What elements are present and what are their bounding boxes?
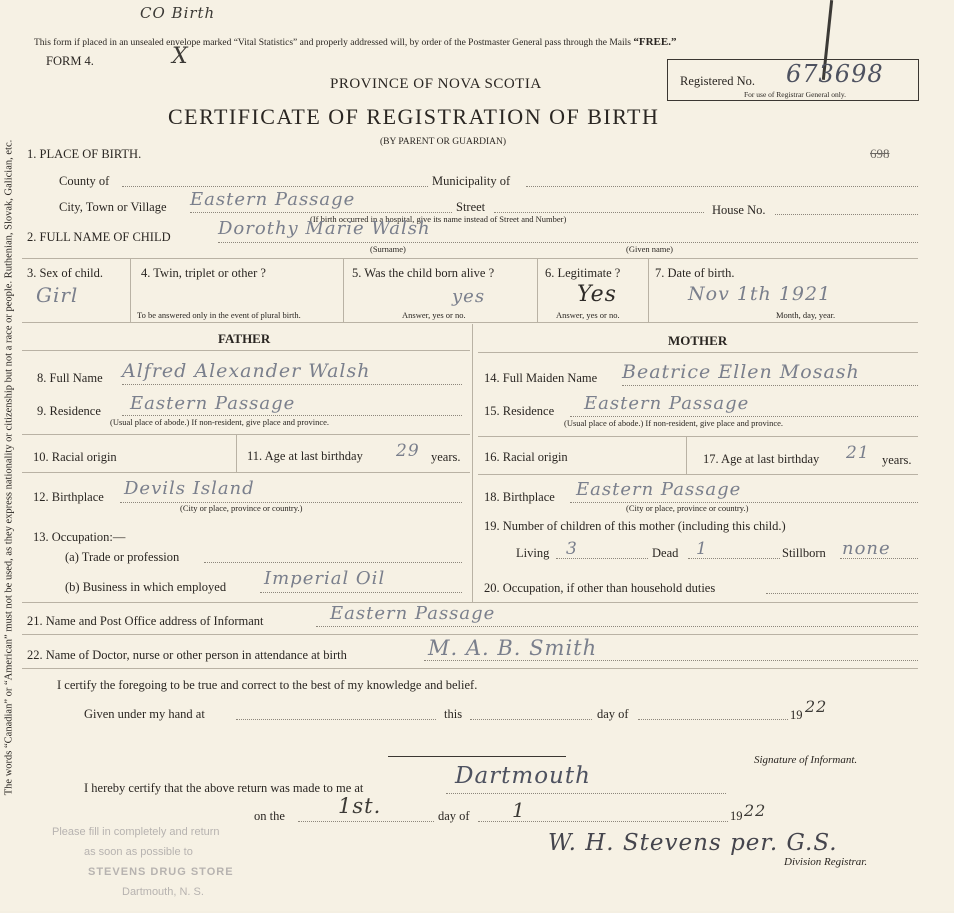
hospital-note: (If birth occurred in a hospital, give its name instead of Street and Number) <box>310 214 567 224</box>
alive-value: yes <box>452 286 486 307</box>
row3-bottom-rule <box>22 322 918 323</box>
on-the-label: on the <box>254 809 285 823</box>
street-label: Street <box>456 200 486 214</box>
row3-divider-1 <box>130 258 131 322</box>
month-line <box>638 719 788 720</box>
alive-label: 5. Was the child born alive ? <box>352 266 495 280</box>
municipality-line <box>526 186 918 187</box>
father-birthplace-note: (City or place, province or country.) <box>180 503 303 513</box>
form-mark: X <box>172 44 189 69</box>
father-residence-line <box>122 415 462 416</box>
child-name-value: Dorothy Marie Walsh <box>218 218 431 239</box>
sex-label: 3. Sex of child. <box>27 266 104 280</box>
father-residence-label: 9. Residence <box>37 404 101 418</box>
dead-line <box>688 558 780 559</box>
father-age-label: 11. Age at last birthday <box>247 449 363 463</box>
date-value: Nov 1th 1921 <box>688 283 832 305</box>
stillborn-value: none <box>842 538 891 559</box>
given-under-label: Given under my hand at <box>84 707 205 721</box>
stamp-line-1: Please fill in completely and return <box>52 826 220 838</box>
house-line <box>775 214 918 215</box>
mother-birthplace-note: (City or place, province or country.) <box>626 503 749 513</box>
city-value: Eastern Passage <box>190 189 356 210</box>
informant-line <box>316 626 918 627</box>
father-business-value: Imperial Oil <box>264 568 386 589</box>
registration-box <box>667 59 919 101</box>
given-note: (Given name) <box>626 244 673 254</box>
street-line <box>494 212 704 213</box>
mother-occupation-line <box>766 593 918 594</box>
father-racial-label: 10. Racial origin <box>33 450 117 464</box>
mother-name-value: Beatrice Ellen Mosash <box>622 361 860 383</box>
county-label: County of <box>59 174 110 188</box>
division-registrar: Division Registrar. <box>784 856 868 868</box>
twin-note: To be answered only in the event of plural birth. <box>137 310 301 320</box>
father-business-line <box>260 592 462 593</box>
twin-label: 4. Twin, triplet or other ? <box>141 266 266 280</box>
father-age-value: 29 <box>396 441 420 461</box>
father-years: years. <box>431 450 461 464</box>
father-trade-label: (a) Trade or profession <box>65 550 180 564</box>
date-label: 7. Date of birth. <box>655 266 735 280</box>
father-heading-rule <box>22 350 470 351</box>
father-age-top-rule <box>22 434 470 435</box>
child-name-line <box>218 242 918 243</box>
registrar-note: For use of Registrar General only. <box>744 90 846 99</box>
row3-divider-2 <box>343 258 344 322</box>
hereby-text: I hereby certify that the above return was made to me at <box>84 781 364 795</box>
place-value: Dartmouth <box>455 763 591 789</box>
father-birthplace-value: Devils Island <box>124 478 255 499</box>
registrar-signature: W. H. Stevens per. G.S. <box>548 830 838 856</box>
city-label: City, Town or Village <box>59 200 167 214</box>
doctor-value: M. A. B. Smith <box>428 636 598 660</box>
father-name-line <box>122 384 462 385</box>
mother-name-label: 14. Full Maiden Name <box>484 371 598 385</box>
page-title: CERTIFICATE OF REGISTRATION OF BIRTH <box>168 104 660 129</box>
year-prefix-2: 19 <box>730 809 743 823</box>
place-line <box>446 793 726 794</box>
stamp-line-4: Dartmouth, N. S. <box>122 886 204 898</box>
mother-residence-value: Eastern Passage <box>584 393 750 414</box>
registered-label: Registered No. <box>680 74 755 88</box>
mother-heading-rule <box>478 352 918 353</box>
registered-number: 673698 <box>786 60 884 88</box>
mother-racial-label: 16. Racial origin <box>484 450 568 464</box>
father-occupation-label: 13. Occupation:— <box>33 530 126 544</box>
place-of-birth-label: 1. PLACE OF BIRTH. <box>27 147 142 161</box>
informant-rule <box>22 634 918 635</box>
informant-value: Eastern Passage <box>330 603 496 624</box>
father-birthplace-label: 12. Birthplace <box>33 490 104 504</box>
row3-divider-3 <box>537 258 538 322</box>
mother-age-divider <box>686 436 687 474</box>
legit-label: 6. Legitimate ? <box>545 266 621 280</box>
informant-label: 21. Name and Post Office address of Informant <box>27 614 264 628</box>
mother-children-label: 19. Number of children of this mother (including this child.) <box>484 519 786 533</box>
on-value: 1st. <box>338 794 382 818</box>
sex-value: Girl <box>36 283 79 307</box>
dead-label: Dead <box>652 546 679 560</box>
mother-birthplace-value: Eastern Passage <box>576 479 742 500</box>
father-age-divider <box>236 434 237 472</box>
mother-age-bottom-rule <box>478 474 918 475</box>
alive-note: Answer, yes or no. <box>402 310 466 320</box>
father-age-bottom-rule <box>22 472 470 473</box>
mother-years: years. <box>882 453 912 467</box>
top-note: CO Birth <box>140 4 216 22</box>
mother-birthplace-label: 18. Birthplace <box>484 490 555 504</box>
legit-note: Answer, yes or no. <box>556 310 620 320</box>
row3-divider-4 <box>648 258 649 322</box>
this-line <box>470 719 592 720</box>
row3-top-rule <box>22 258 918 259</box>
this-label: this <box>444 707 463 721</box>
stamp-line-3: STEVENS DRUG STORE <box>88 866 234 878</box>
father-residence-note: (Usual place of abode.) If non-resident, give place and province. <box>110 417 330 427</box>
father-name-label: 8. Full Name <box>37 371 103 385</box>
year-value-2: 22 <box>744 801 767 820</box>
mother-name-line <box>622 385 918 386</box>
mother-residence-note: (Usual place of abode.) If non-resident, give place and province. <box>564 418 784 428</box>
mother-residence-label: 15. Residence <box>484 404 555 418</box>
mail-note: This form if placed in an unsealed envelope marked “Vital Statistics” and properly addressed will, by order of the Postmaster General pass through the Mails “FREE.” <box>34 36 677 48</box>
month-value: 1 <box>512 798 526 822</box>
father-name-value: Alfred Alexander Walsh <box>122 360 371 382</box>
dead-value: 1 <box>696 539 708 559</box>
year-value: 22 <box>805 697 828 716</box>
city-line <box>190 212 452 213</box>
year-prefix: 19 <box>790 708 803 722</box>
stillborn-line <box>840 558 918 559</box>
informant-signature-line <box>388 756 566 757</box>
stamp-line-2: as soon as possible to <box>84 846 193 858</box>
father-business-label: (b) Business in which employed <box>65 580 227 594</box>
side-text: The words “Canadian” or “American” must not be used, as they express nationality or citizenship but not a race or people. Ruthenian, Slovak, Galician, etc. <box>3 139 15 796</box>
signature-of-informant: Signature of Informant. <box>754 754 858 766</box>
living-label: Living <box>516 546 550 560</box>
doctor-rule <box>22 668 918 669</box>
mother-age-label: 17. Age at last birthday <box>703 452 820 466</box>
month-line-2 <box>478 821 728 822</box>
father-trade-line <box>204 562 462 563</box>
father-residence-value: Eastern Passage <box>130 393 296 414</box>
mother-age-value: 21 <box>846 443 870 463</box>
center-divider <box>472 324 473 602</box>
day-of-label: day of <box>597 707 629 721</box>
on-line <box>298 821 434 822</box>
mother-residence-line <box>570 416 918 417</box>
corner-number: 698 <box>870 146 890 161</box>
mother-heading: MOTHER <box>668 333 728 348</box>
father-heading: FATHER <box>218 331 271 346</box>
doctor-label: 22. Name of Doctor, nurse or other person in attendance at birth <box>27 648 347 662</box>
house-label: House No. <box>712 203 766 217</box>
mother-occupation-label: 20. Occupation, if other than household duties <box>484 581 716 595</box>
county-line <box>122 186 428 187</box>
surname-note: (Surname) <box>370 244 406 254</box>
child-name-label: 2. FULL NAME OF CHILD <box>27 230 171 244</box>
living-line <box>556 558 648 559</box>
subtitle: (BY PARENT OR GUARDIAN) <box>380 137 507 147</box>
doctor-line <box>424 660 918 661</box>
day-of-label-2: day of <box>438 809 470 823</box>
date-note: Month, day, year. <box>776 310 836 320</box>
certify-text: I certify the foregoing to be true and correct to the best of my knowledge and belief. <box>57 678 478 692</box>
mother-age-top-rule <box>478 436 918 437</box>
province: PROVINCE OF NOVA SCOTIA <box>330 76 542 92</box>
form-number: FORM 4. <box>46 54 94 68</box>
municipality-label: Municipality of <box>432 174 511 188</box>
given-place-line <box>236 719 436 720</box>
legit-value: Yes <box>577 282 617 307</box>
stillborn-label: Stillborn <box>782 546 826 560</box>
living-value: 3 <box>566 539 578 559</box>
